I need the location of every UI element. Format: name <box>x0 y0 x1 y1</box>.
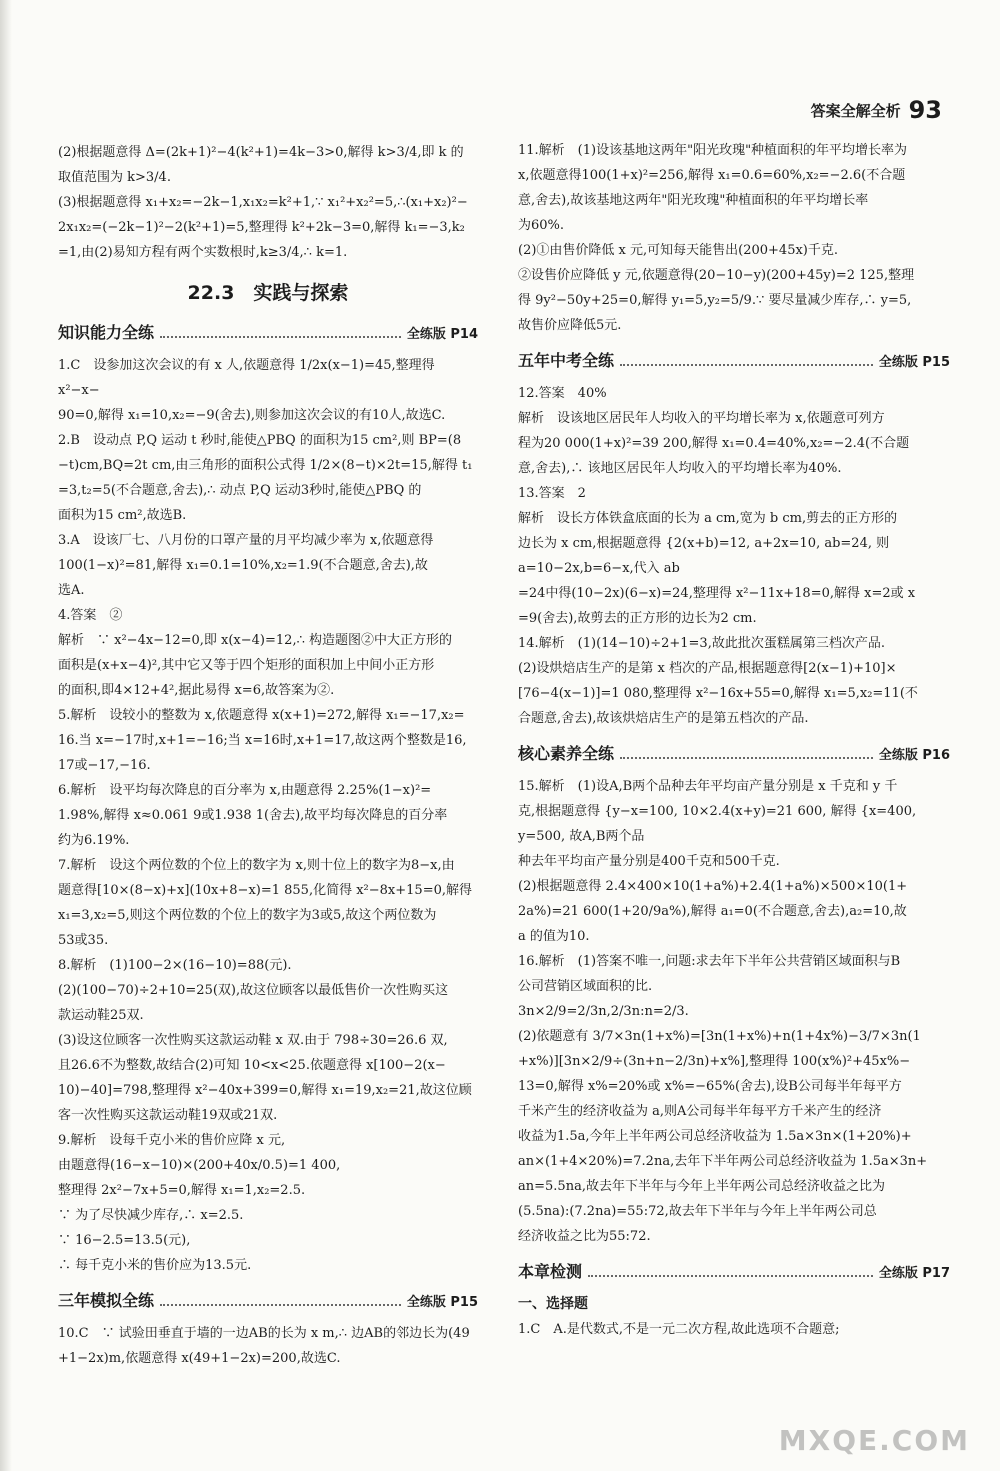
section-ref: 全练版 P14 <box>406 327 478 342</box>
text-line: x₁=3,x₂=5,则这个两位数的个位上的数字为3或5,故这个两位数为 <box>58 908 437 923</box>
text-line: 解析 设该地区居民年人均收入的平均增长率为 x,依题意可列方 <box>518 411 885 426</box>
text-line: an×(1+4×20%)=7.2na,去年下半年两公司总经济收益为 1.5a×3n+ <box>518 1154 928 1169</box>
text-line: 公司营销区域面积的比. <box>518 979 653 994</box>
text-line: 选A. <box>58 583 85 598</box>
text-line: 7.解析 设这个两位数的个位上的数字为 x,则十位上的数字为8−x,由 <box>58 858 455 873</box>
text-line: 3n×2/9=2/3n,2/3n:n=2/3. <box>518 1004 689 1019</box>
text-line: (2)根据题意得 2.4×400×10(1+a%)+2.4(1+a%)×500×10(1+ <box>518 879 908 894</box>
text-line: −t)cm,BQ=2t cm,由三角形的面积公式得 1/2×(8−t)×2t=15,解得 t₁ <box>58 458 473 473</box>
text-line: 边长为 x cm,根据题意得 {2(x+b)=12, a+2x=10, ab=24, 则 a=10−2x,b=6−x,代入 ab <box>518 536 890 576</box>
text-line: 且26.6不为整数,故结合(2)可知 10<x<25.依题意得 x[100−2(x− <box>58 1058 446 1073</box>
dotted-leader <box>160 336 401 338</box>
text-line: 53或35. <box>58 933 109 948</box>
section-header <box>58 320 478 347</box>
dotted-leader <box>160 1304 401 1306</box>
text-line: x,依题意得100(1+x)²=256,解得 x₁=0.6=60%,x₂=−2.6(不合题 <box>518 168 906 183</box>
text-line: 合题意,舍去),故该烘焙店生产的是第五档次的产品. <box>518 711 809 726</box>
section-body <box>58 353 478 1278</box>
text-line: 千米产生的经济收益为 a,则A公司每半年每平方千米产生的经济 <box>518 1104 882 1119</box>
chapter-title: 22.3 实践与探索 <box>187 282 349 304</box>
section-title: 知识能力全练 <box>58 323 155 342</box>
text-line: 100(1−x)²=81,解得 x₁=0.1=10%,x₂=1.9(不合题意,舍去),故 <box>58 558 428 573</box>
section-title: 核心素养全练 <box>518 744 615 763</box>
text-line: 12.答案 40% <box>518 386 607 401</box>
text-line: 解析 设长方体铁盒底面的长为 a cm,宽为 b cm,剪去的正方形的 <box>518 511 898 526</box>
text-line: 2a%)=21 600(1+20/9a%),解得 a₁=0(不合题意,舍去),a₂=10,故 <box>518 904 907 919</box>
text-line: =3,t₂=5(不合题意,舍去),∴ 动点 P,Q 运动3秒时,能使△PBQ 的 <box>58 483 422 498</box>
section-ref: 全练版 P15 <box>406 1295 478 1310</box>
text-line: 故售价应降低5元. <box>518 318 622 333</box>
text-line: 16.当 x=−17时,x+1=−16;当 x=16时,x+1=17,故这两个整数是16, <box>58 733 467 748</box>
text-line: 13.答案 2 <box>518 486 586 501</box>
binding-shadow <box>0 0 12 1471</box>
text-line: (2)(100−70)÷2+10=25(双),故这位顾客以最低售价一次性购买这 <box>58 983 449 998</box>
section-header <box>518 348 950 375</box>
section-body <box>518 381 950 731</box>
text-line: (2)设烘焙店生产的是第 x 档次的产品,根据题意得[2(x−1)+10]× <box>518 661 897 676</box>
text-line: =1,由(2)易知方程有两个实数根时,k≥3/4,∴ k=1. <box>58 245 348 260</box>
text-line: 90=0,解得 x₁=10,x₂=−9(舍去),则参加这次会议的有10人,故选C. <box>58 408 446 423</box>
section-title: 三年模拟全练 <box>58 1291 155 1310</box>
text-line: (2)根据题意得 Δ=(2k+1)²−4(k²+1)=4k−3>0,解得 k>3/4,即 k 的 <box>58 145 464 160</box>
section-header <box>518 741 950 768</box>
text-line: ②设售价应降低 y 元,依题意得(20−10−y)(200+45y)=2 125,整理 <box>518 268 915 283</box>
dotted-leader <box>620 757 873 759</box>
dotted-leader <box>620 364 873 366</box>
text-line: 程为20 000(1+x)²=39 200,解得 x₁=0.4=40%,x₂=−2.4(不合题 <box>518 436 910 451</box>
sub-heading: 一、选择题 <box>518 1296 588 1312</box>
section-body <box>58 1321 478 1371</box>
text-line: 4.答案 ② <box>58 608 123 623</box>
text-line: 经济收益之比为55:72. <box>518 1229 651 1244</box>
text-line: 8.解析 (1)100−2×(16−10)=88(元). <box>58 958 292 973</box>
text-line: 17或−17,−16. <box>58 758 151 773</box>
page-header <box>811 96 942 124</box>
section-header <box>58 1288 478 1315</box>
text-line: 面积为15 cm²,故选B. <box>58 508 187 523</box>
text-line: 客一次性购买这款运动鞋19双或21双. <box>58 1108 278 1123</box>
text-line: (2)依题意有 3/7×3n(1+x%)=[3n(1+x%)+n(1+4x%)−3/7×3n(1 <box>518 1029 921 1044</box>
text-line: 克,根据题意得 {y−x=100, 10×2.4(x+y)=21 600, 解得 {x=400, y=500, 故A,B两个品 <box>518 804 917 844</box>
text-line: 16.解析 (1)答案不唯一,问题:求去年下半年公共营销区域面积与B <box>518 954 901 969</box>
section-body <box>518 1292 950 1342</box>
text-line: 2x₁x₂=(−2k−1)²−2(k²+1)=5,整理得 k²+2k−3=0,解得 k₁=−3,k₂ <box>58 220 465 235</box>
text-line: +1−2x)m,依题意得 x(49+1−2x)=200,故选C. <box>58 1351 341 1366</box>
text-line: 9.解析 设每千克小米的售价应降 x 元, <box>58 1133 286 1148</box>
text-line: 为60%. <box>518 218 565 233</box>
text-line: 得 9y²−50y+25=0,解得 y₁=5,y₂=5/9.∵ 要尽量减少库存,∴ y=5, <box>518 293 912 308</box>
text-line: (3)设这位顾客一次性购买这款运动鞋 x 双.由于 798÷30=26.6 双, <box>58 1033 448 1048</box>
text-line: +x%)][3n×2/9÷(3n+n−2/3n)+x%],整理得 100(x%)²+45x%− <box>518 1054 911 1069</box>
text-line: 6.解析 设平均每次降息的百分率为 x,由题意得 2.25%(1−x)²= <box>58 783 432 798</box>
section-ref: 全练版 P15 <box>878 355 950 370</box>
text-line: =9(舍去),故剪去的正方形的边长为2 cm. <box>518 611 757 626</box>
section-header <box>518 1259 950 1286</box>
text-line: 题意得[10×(8−x)+x](10x+8−x)=1 855,化简得 x²−8x+15=0,解得 <box>58 883 472 898</box>
text-line: =24中得(10−2x)(6−x)=24,整理得 x²−11x+18=0,解得 x=2或 x <box>518 586 916 601</box>
right-column <box>518 138 950 1342</box>
text-line: 10)−40]=798,整理得 x²−40x+399=0,解得 x₁=19,x₂=21,故这位顾 <box>58 1083 472 1098</box>
text-line: 1.C A.是代数式,不是一元二次方程,故此选项不合题意; <box>518 1322 840 1337</box>
section-ref: 全练版 P16 <box>878 748 950 763</box>
text-line: (2)①由售价降低 x 元,可知每天能售出(200+45x)千克. <box>518 243 838 258</box>
text-line: 由题意得(16−x−10)×(200+40x/0.5)=1 400, <box>58 1158 341 1173</box>
text-line: an=5.5na,故去年下半年与今年上半年两公司总经济收益之比为 <box>518 1179 885 1194</box>
text-line: 面积是(x+x−4)²,其中它又等于四个矩形的面积加上中间小正方形 <box>58 658 435 673</box>
text-line: 约为6.19%. <box>58 833 130 848</box>
header-title: 答案全解全析 <box>810 101 901 120</box>
section-ref: 全练版 P17 <box>878 1266 950 1281</box>
section-title: 本章检测 <box>518 1262 583 1281</box>
text-line: a 的值为10. <box>518 929 590 944</box>
text-line: 1.C 设参加这次会议的有 x 人,依题意得 1/2x(x−1)=45,整理得 x²−x− <box>58 358 435 398</box>
text-line: 解析 ∵ x²−4x−12=0,即 x(x−4)=12,∴ 构造题图②中大正方形的 <box>58 633 452 648</box>
text-line: ∵ 为了尽快减少库存,∴ x=2.5. <box>58 1208 244 1223</box>
text-line: 11.解析 (1)设该基地这两年"阳光玫瑰"种植面积的年平均增长率为 <box>518 143 908 158</box>
right-intro <box>518 138 950 338</box>
text-line: 5.解析 设较小的整数为 x,依题意得 x(x+1)=272,解得 x₁=−17,x₂= <box>58 708 465 723</box>
page-number: 93 <box>908 96 942 124</box>
text-line: [76−4(x−1)]=1 080,整理得 x²−16x+55=0,解得 x₁=5,x₂=11(不 <box>518 686 918 701</box>
text-line: 13=0,解得 x%=20%或 x%=−65%(舍去),设B公司每半年每平方 <box>518 1079 902 1094</box>
text-line: 1.98%,解得 x≈0.061 9或1.938 1(舍去),故平均每次降息的百分率 <box>58 808 448 823</box>
text-line: 15.解析 (1)设A,B两个品种去年平均亩产量分别是 x 千克和 y 千 <box>518 779 898 794</box>
text-line: 意,舍去),故该基地这两年"阳光玫瑰"种植面积的年平均增长率 <box>518 193 869 208</box>
text-line: 的面积,即4×12+4²,据此易得 x=6,故答案为②. <box>58 683 335 698</box>
text-line: 收益为1.5a,今年上半年两公司总经济收益为 1.5a×3n×(1+20%)+ <box>518 1129 912 1144</box>
text-line: 10.C ∵ 试验田垂直于墙的一边AB的长为 x m,∴ 边AB的邻边长为(49 <box>58 1326 470 1341</box>
text-line: ∵ 16−2.5=13.5(元), <box>58 1233 191 1248</box>
section-body <box>518 774 950 1249</box>
text-line: (3)根据题意得 x₁+x₂=−2k−1,x₁x₂=k²+1,∵ x₁²+x₂²=5,∴(x₁+x₂)²− <box>58 195 468 210</box>
text-line: 意,舍去),∴ 该地区居民年人均收入的平均增长率为40%. <box>518 461 842 476</box>
dotted-leader <box>588 1275 873 1277</box>
left-intro <box>58 140 478 265</box>
watermark: MXQE.COM <box>778 1424 970 1457</box>
text-line: 取值范围为 k>3/4. <box>58 170 171 185</box>
left-column <box>58 140 478 1371</box>
text-line: 种去年平均亩产量分别是400千克和500千克. <box>518 854 780 869</box>
text-line: 款运动鞋25双. <box>58 1008 144 1023</box>
text-line: 14.解析 (1)(14−10)÷2+1=3,故此批次蛋糕属第三档次产品. <box>518 636 885 651</box>
text-line: 3.A 设该厂七、八月份的口罩产量的月平均减少率为 x,依题意得 <box>58 533 434 548</box>
text-line: 整理得 2x²−7x+5=0,解得 x₁=1,x₂=2.5. <box>58 1183 306 1198</box>
text-line: (5.5na):(7.2na)=55:72,故去年下半年与今年上半年两公司总 <box>518 1204 877 1219</box>
text-line: 2.B 设动点 P,Q 运动 t 秒时,能使△PBQ 的面积为15 cm²,则 BP=(8 <box>58 433 462 448</box>
text-line: ∴ 每千克小米的售价应为13.5元. <box>58 1258 252 1273</box>
section-title: 五年中考全练 <box>518 351 615 370</box>
